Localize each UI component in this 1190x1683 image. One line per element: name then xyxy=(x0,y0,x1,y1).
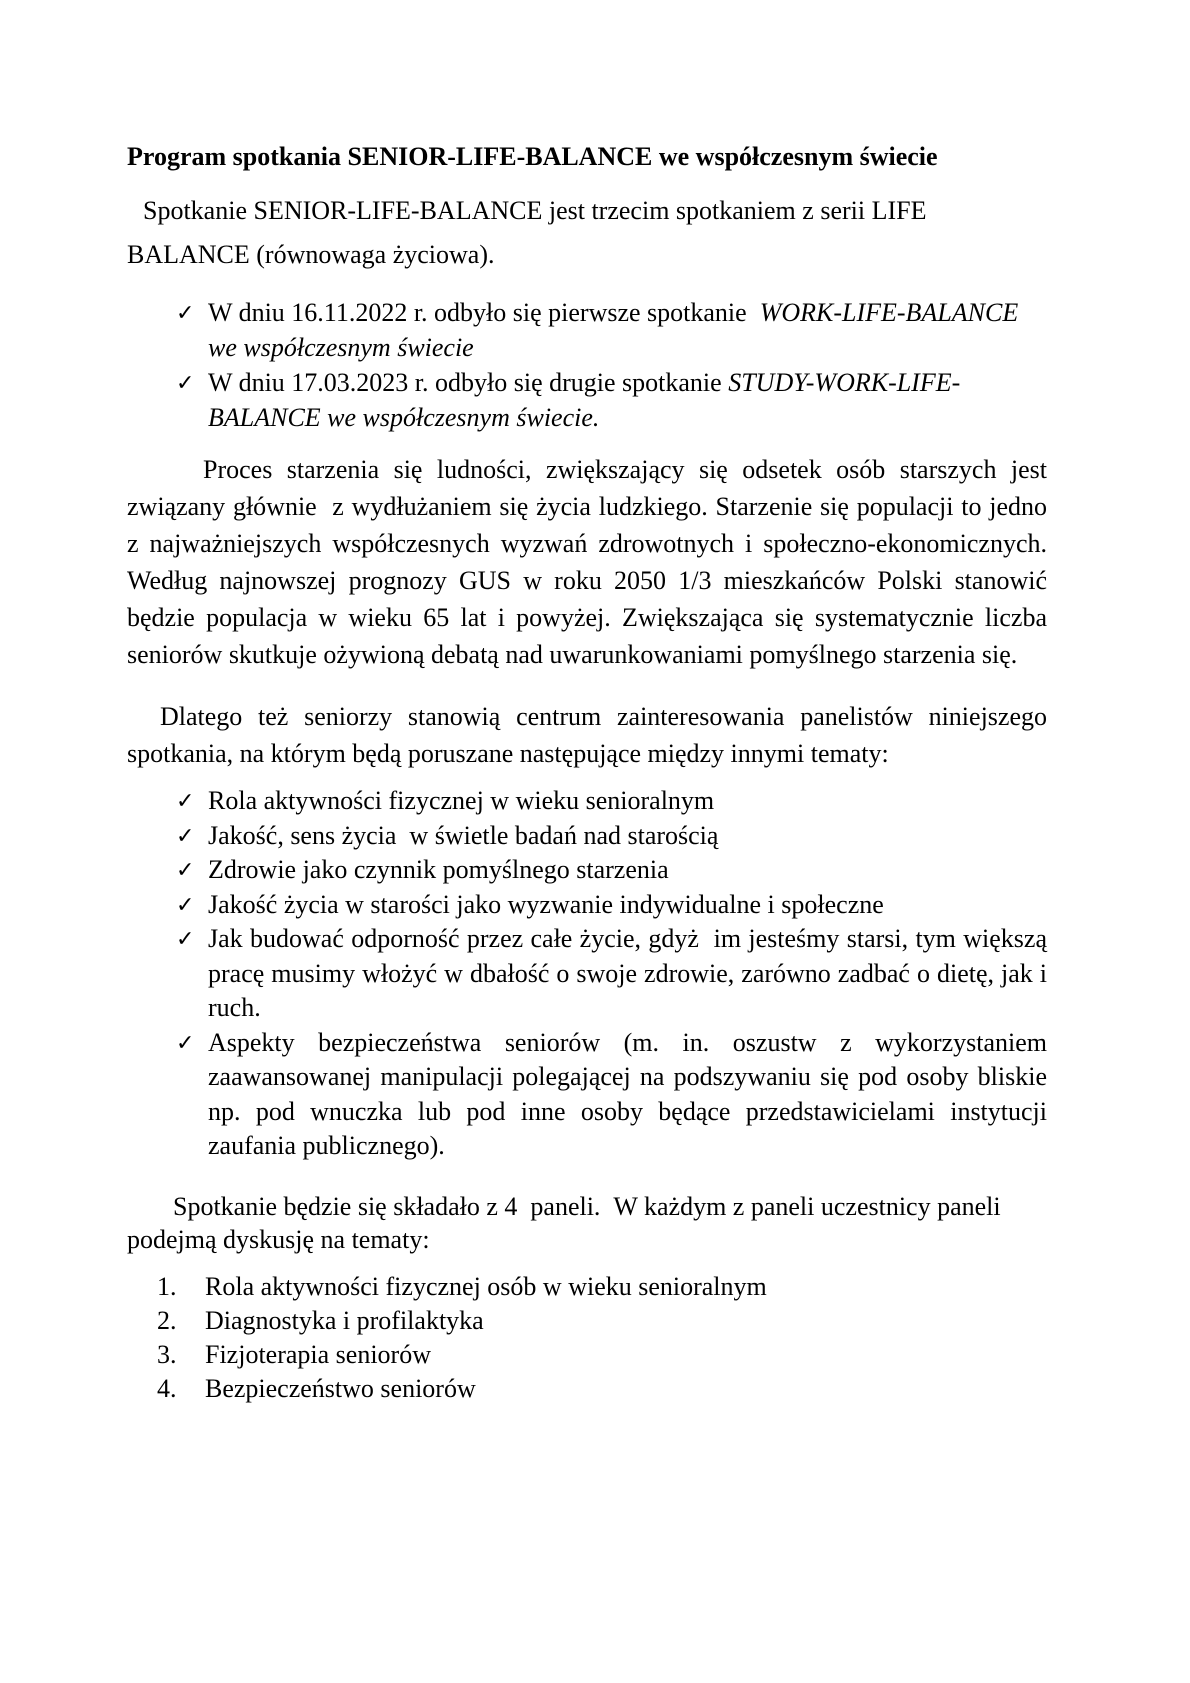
topics-list-item xyxy=(127,922,1047,1026)
topic-item-text: Jak budować odporność przez całe życie, gdyż im jesteśmy starsi, tym większą pracę musimy włożyć w dbałość o swoje zdrowie, zarówno zadbać o dietę, jak i ruch. xyxy=(208,924,1047,1022)
history-list xyxy=(127,295,1047,435)
topic-item-text: Rola aktywności fizycznej w wieku senioralnym xyxy=(208,786,715,815)
checkmark-icon: ✓ xyxy=(176,371,195,396)
panel-numbered-list xyxy=(127,1270,1047,1406)
panel-item-text: Diagnostyka i profilaktyka xyxy=(205,1305,484,1335)
checkmark-icon: ✓ xyxy=(176,1030,195,1056)
topic-item-text: Zdrowie jako czynnik pomyślnego starzenia xyxy=(208,855,669,884)
aging-paragraph: Proces starzenia się ludności, zwiększający się odsetek osób starszych jest związany głównie z wydłużaniem się życia ludzkiego. Starzenie się populacji to jedno z najważniejszych współczesnych wyzwań zdrowotnych i społeczno-ekonomicznych. Według najnowszej prognozy GUS w roku 2050 1/3 mieszkańców Polski stanowić będzie populacja w wieku 65 lat i powyżej. Zwiększająca się systematycznie liczba seniorów skutkuje ożywioną debatą nad uwarunkowaniami pomyślnego starzenia się. xyxy=(127,455,1047,669)
topics-list-item xyxy=(127,1026,1047,1164)
document-content xyxy=(127,139,1047,1406)
topics-list-item xyxy=(127,819,1047,854)
topic-item-text: Jakość życia w starości jako wyzwanie indywidualne i społeczne xyxy=(208,889,884,919)
checkmark-icon: ✓ xyxy=(176,858,195,883)
checkmark-icon: ✓ xyxy=(176,823,195,849)
panel-list-item xyxy=(127,1338,1047,1372)
history-item-text: W dniu 17.03.2023 r. odbyło się drugie spotkanie xyxy=(208,368,729,397)
topic-item-text: Aspekty bezpieczeństwa seniorów (m. in. oszustw z wykorzystaniem zaawansowanej manipulacji polegającej na podszywaniu się pod osoby bliskie np. pod wnuczka lub pod inne osoby będące przedstawicielami instytucji zaufania publicznego). xyxy=(208,1027,1047,1160)
history-item-text: W dniu 16.11.2022 r. odbyło się pierwsze spotkanie xyxy=(208,298,760,327)
topics-list-item xyxy=(127,888,1047,923)
panel-item-text: Bezpieczeństwo seniorów xyxy=(205,1373,476,1403)
topics-list-item xyxy=(127,853,1047,888)
checkmark-icon: ✓ xyxy=(176,927,195,952)
panel-item-text: Rola aktywności fizycznej osób w wieku senioralnym xyxy=(205,1271,767,1301)
panel-item-number: 1. xyxy=(157,1271,177,1301)
history-list-item xyxy=(127,295,1047,365)
topics-list xyxy=(127,784,1047,1164)
history-list-item xyxy=(127,365,1047,435)
document-title: Program spotkania SENIOR-LIFE-BALANCE we współczesnym świecie xyxy=(127,142,938,171)
panel-item-number: 2. xyxy=(157,1305,177,1335)
history-item-text-italic: STUDY-WORK-LIFE-BALANCE we współczesnym świecie. xyxy=(208,368,961,432)
topic-item-text: Jakość, sens życia w świetle badań nad starością xyxy=(208,820,719,850)
intro-paragraph: Spotkanie SENIOR-LIFE-BALANCE jest trzecim spotkaniem z serii LIFE BALANCE (równowaga życiowa). xyxy=(127,196,927,269)
checkmark-icon: ✓ xyxy=(176,789,195,814)
panel-list-item xyxy=(127,1372,1047,1406)
history-item-text-italic: WORK-LIFE-BALANCE we współczesnym świecie xyxy=(208,298,1019,362)
panel-item-text: Fizjoterapia seniorów xyxy=(205,1339,431,1369)
panel-list-item xyxy=(127,1270,1047,1304)
panel-item-number: 3. xyxy=(157,1339,177,1369)
panel-list-item xyxy=(127,1304,1047,1338)
panels-paragraph: Spotkanie będzie się składało z 4 paneli. W każdym z paneli uczestnicy paneli podejmą dyskusję na tematy: xyxy=(127,1191,1001,1254)
topics-list-item xyxy=(127,784,1047,819)
panel-item-number: 4. xyxy=(157,1373,177,1403)
topics-intro-paragraph: Dlatego też seniorzy stanowią centrum zainteresowania panelistów niniejszego spotkania, na którym będą poruszane następujące między innymi tematy: xyxy=(127,702,1047,768)
checkmark-icon: ✓ xyxy=(176,892,195,918)
checkmark-icon: ✓ xyxy=(176,301,195,326)
